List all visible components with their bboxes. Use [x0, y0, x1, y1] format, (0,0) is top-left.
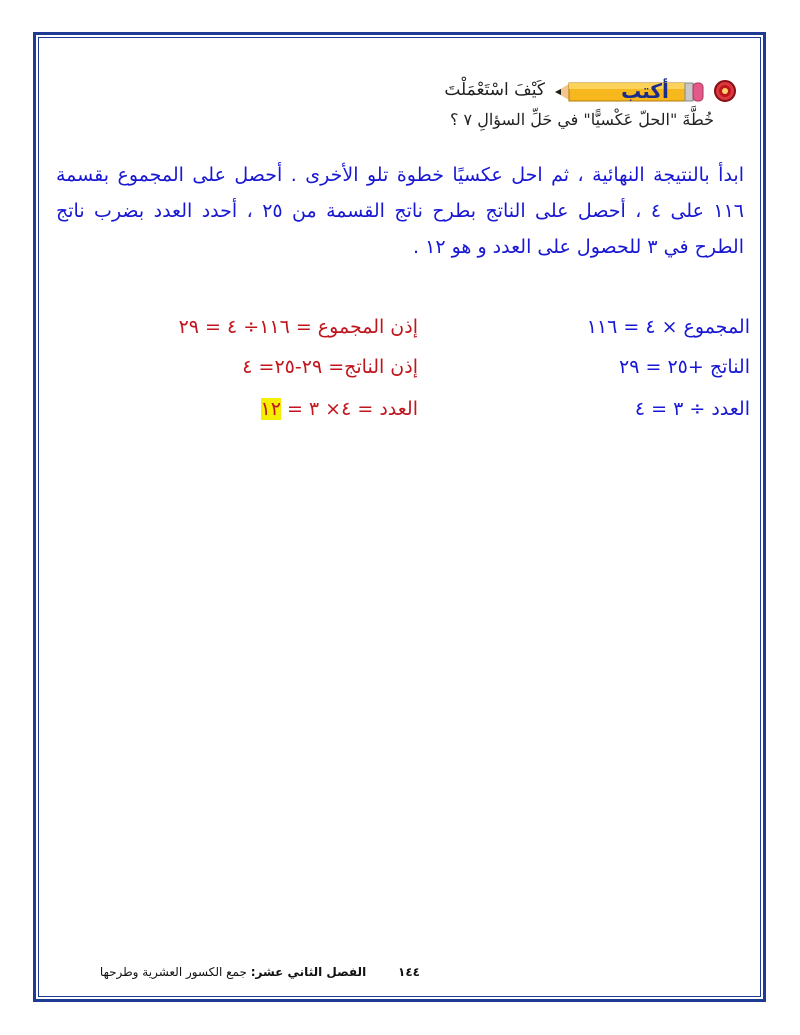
answer-paragraph: ابدأ بالنتيجة النهائية ، ثم احل عكسيًا خطوة تلو الأخرى . أحصل على المجموع بقسمة ١١٦ على ٤ ، أحصل على الناتج بطرح ناتج القسمة من ٢٥ ، أحدد العدد بضرب ناتج الطرح في ٣ للحصول على العدد و هو ١٢ .	[56, 164, 744, 258]
equation-left-3: العدد ÷ ٣ = ٤	[634, 398, 750, 420]
chapter-label: الفصل الثاني عشر:	[250, 965, 367, 979]
question-number-badge-icon	[714, 80, 736, 102]
equation-left-1: المجموع × ٤ = ١١٦	[586, 316, 750, 338]
lesson-title: جمع الكسور العشرية وطرحها	[99, 965, 247, 979]
equation-right-3-expression: العدد = ٤× ٣ =	[280, 398, 418, 420]
how-to-heading: كَيْفَ اسْتَعْمَلْتَ	[444, 80, 545, 100]
equation-right-2: إذن الناتج= ٢٩-٢٥= ٤	[242, 356, 418, 378]
question-prompt: خُطَّةَ "الحلّ عَكْسيًّا" في حَلِّ السؤالِ ٧ ؟	[449, 110, 714, 129]
equation-right-3	[230, 395, 418, 423]
final-answer-highlight: ١٢	[260, 398, 281, 420]
equation-left-2: الناتج +٢٥ = ٢٩	[619, 356, 750, 378]
page-number: ١٤٤	[398, 965, 420, 979]
equation-right-1: إذن المجموع = ١١٦÷ ٤ = ٢٩	[178, 316, 418, 338]
write-label: أكتب	[621, 79, 669, 103]
page-footer	[60, 962, 420, 982]
